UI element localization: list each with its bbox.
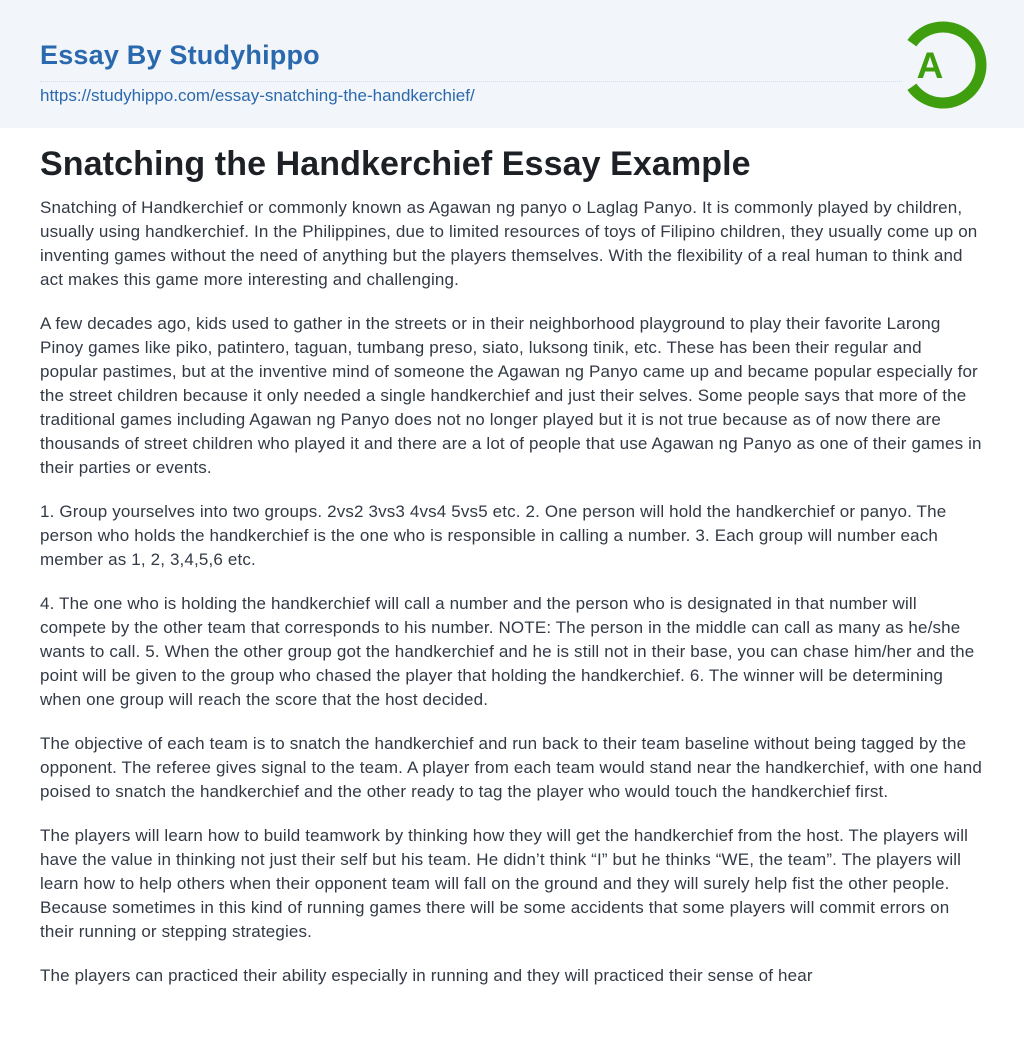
essay-paragraph: The players will learn how to build teamwork by thinking how they will get the handkerchief from the host. The players will have the value in thinking not just their self but his team. He didn’t think “I” but he thinks “WE, the team”. The players will learn how to help others when their opponent team will fall on the ground and they will surely help fist the other people. Because sometimes in this kind of running games there will be some accidents that some players will commit errors on their running or stepping strategies. (40, 826, 969, 942)
essay-body (40, 196, 984, 988)
essay-paragraph: The objective of each team is to snatch the handkerchief and run back to their team baseline without being tagged by the opponent. The referee gives signal to the team. A player from each team would stand near the handkerchief, with one hand poised to snatch the handkerchief and the other ready to tag the player who would touch the handkerchief first. (40, 734, 982, 802)
essay-paragraph: 4. The one who is holding the handkerchief will call a number and the person who is designated in that number will compete by the other team that corresponds to his number. NOTE: The person in the middle can call as many as he/she wants to call. 5. When the other group got the handkerchief and he is still not in their base, you can chase him/her and the point will be given to the group who chased the player that holding the handkerchief. 6. The winner will be determining when one group will reach the score that the host decided. (40, 594, 975, 710)
essay-paragraph: 1. Group yourselves into two groups. 2vs2 3vs3 4vs4 5vs5 etc. 2. One person will hold the handkerchief or panyo. The person who holds the handkerchief is the one who is responsible in calling a number. 3. Each group will number each member as 1, 2, 3,4,5,6 etc. (40, 502, 947, 570)
essay-paragraph: A few decades ago, kids used to gather in the streets or in their neighborhood playground to play their favorite Larong Pinoy games like piko, patintero, taguan, tumbang preso, siato, luksong tinik, etc. These has been their regular and popular pastimes, but at the inventive mind of someone the Agawan ng Panyo came up and became popular especially for the street children because it only needed a single handkerchief and just their selves. Some people says that more of the traditional games including Agawan ng Panyo does not no longer played but it is not true because as of now there are thousands of street children who played it and there are a lot of people that use Agawan ng Panyo as one of their games in their parties or events. (40, 314, 982, 478)
essay-paragraph: The players can practiced their ability especially in running and they will practiced their sense of hear (40, 966, 813, 986)
essay-paragraph: Snatching of Handkerchief or commonly known as Agawan ng panyo o Laglag Panyo. It is commonly played by children, usually using handkerchief. In the Philippines, due to limited resources of toys of Filipino children, they usually come up on inventing games without the need of anything but the players themselves. With the flexibility of a real human to think and act makes this game more interesting and challenging. (40, 198, 978, 290)
page-header (0, 0, 1024, 128)
logo-letter: A (916, 45, 944, 86)
essay-title: Snatching the Handkerchief Essay Example (40, 145, 751, 183)
brand-title: Essay By Studyhippo (40, 40, 320, 70)
essay-content (0, 128, 1024, 988)
header-dotted-divider (40, 81, 902, 82)
logo-arc-icon (898, 20, 988, 110)
studyhippo-logo (898, 20, 988, 110)
source-url-link[interactable]: https://studyhippo.com/essay-snatching-the-handkerchief/ (40, 86, 475, 105)
